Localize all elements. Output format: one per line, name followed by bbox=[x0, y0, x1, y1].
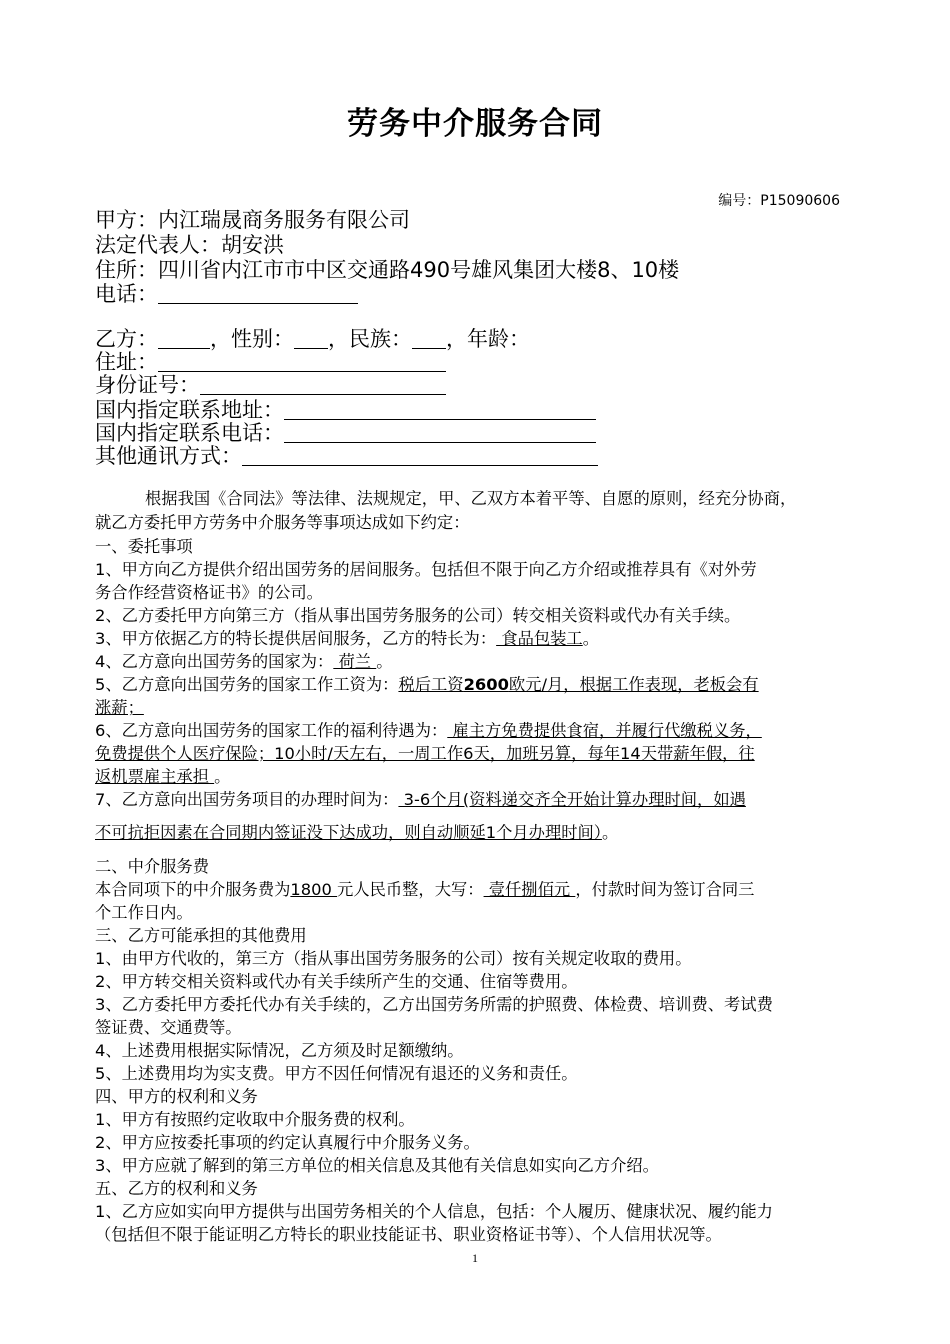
party-a-name: 甲方：内江瑞晟商务服务有限公司 bbox=[95, 208, 410, 232]
clause-3-4: 4、上述费用根据实际情况，乙方须及时足额缴纳。 bbox=[95, 1041, 464, 1060]
clause-3-2: 2、甲方转交相关资料或代办有关手续所产生的交通、住宿等费用。 bbox=[95, 972, 578, 991]
id-blank[interactable] bbox=[200, 372, 446, 395]
clause-1-1a: 1、甲方向乙方提供介绍出国劳务的居间服务。包括但不限于向乙方介绍或推荐具有《对外劳 bbox=[95, 560, 757, 579]
intro-line-2: 就乙方委托甲方劳务中介服务等事项达成如下约定： bbox=[95, 513, 470, 532]
benefits-cont: 免费提供个人医疗保险；10小时/天左右，一周工作6天，加班另算，每年14天带薪年假，往 bbox=[95, 744, 755, 763]
phone-label: 电话： bbox=[95, 282, 158, 306]
clause-2 bbox=[95, 879, 754, 901]
section-5-title: 五、乙方的权利和义务 bbox=[95, 1179, 258, 1198]
fee-amount-upper: 壹仟捌佰元 bbox=[483, 880, 576, 899]
clause-end: 。 bbox=[601, 823, 619, 842]
clause-end: 。 bbox=[376, 652, 393, 671]
address-label: 住址： bbox=[95, 350, 158, 374]
clause-4-1: 1、甲方有按照约定收取中介服务费的权利。 bbox=[95, 1110, 415, 1129]
ethnicity-label: ，民族： bbox=[328, 327, 412, 351]
clause-2-cont: 个工作日内。 bbox=[95, 903, 193, 922]
party-b-label: 乙方： bbox=[95, 327, 158, 351]
clause-1-4 bbox=[95, 651, 393, 673]
domestic-address-blank[interactable] bbox=[284, 397, 596, 420]
country-value: 荷兰 bbox=[333, 652, 377, 671]
clause-3-3a: 3、乙方委托甲方委托代办有关手续的，乙方出国劳务所需的护照费、体检费、培训费、考试费 bbox=[95, 995, 773, 1014]
other-contact-label: 其他通讯方式： bbox=[95, 444, 242, 468]
age-label: ，年龄： bbox=[446, 327, 530, 351]
party-b-id-row bbox=[95, 372, 446, 398]
salary-amount: 2600 bbox=[463, 675, 509, 694]
contract-title: 劳务中介服务合同 bbox=[347, 106, 603, 142]
duration-value: 3-6个月(资料递交齐全开始计算办理时间，如遇 bbox=[398, 790, 746, 809]
id-label: 身份证号： bbox=[95, 373, 200, 397]
domestic-phone-blank[interactable] bbox=[284, 420, 596, 443]
party-a-representative: 法定代表人：胡安洪 bbox=[95, 233, 284, 257]
salary-cont: 涨薪； bbox=[95, 698, 144, 717]
clause-5-1b: （包括但不限于能证明乙方特长的职业技能证书、职业资格证书等）、个人信用状况等。 bbox=[95, 1225, 722, 1244]
benefits-cont: 返机票雇主承担 bbox=[95, 767, 215, 786]
clause-4-3: 3、甲方应就了解到的第三方单位的相关信息及其他有关信息如实向乙方介绍。 bbox=[95, 1156, 659, 1175]
clause-5-1a: 1、乙方应如实向甲方提供与出国劳务相关的个人信息，包括：个人履历、健康状况、履约能力 bbox=[95, 1202, 773, 1221]
clause-1-6 bbox=[95, 720, 762, 742]
clause-1-5 bbox=[95, 674, 759, 696]
document-number: 编号：P15090606 bbox=[718, 193, 840, 209]
other-contact-row bbox=[95, 443, 598, 469]
section-4-title: 四、甲方的权利和义务 bbox=[95, 1087, 258, 1106]
domestic-address-label: 国内指定联系地址： bbox=[95, 398, 284, 422]
ethnicity-blank[interactable] bbox=[412, 326, 446, 349]
clause-3-1: 1、由甲方代收的，第三方（指从事出国劳务服务的公司）按有关规定收取的费用。 bbox=[95, 949, 692, 968]
clause-1-6-cont2 bbox=[95, 766, 230, 788]
section-1-title: 一、委托事项 bbox=[95, 537, 193, 556]
clause-4-2: 2、甲方应按委托事项的约定认真履行中介服务义务。 bbox=[95, 1133, 480, 1152]
section-2-title: 二、中介服务费 bbox=[95, 857, 209, 876]
specialty-value: 食品包装工 bbox=[496, 629, 583, 648]
party-a-address: 住所：四川省内江市市中区交通路490号雄风集团大楼8、10楼 bbox=[95, 258, 680, 282]
clause-end: 。 bbox=[214, 767, 231, 786]
address-blank[interactable] bbox=[158, 349, 446, 372]
clause-1-3 bbox=[95, 628, 599, 650]
gender-label: ，性别： bbox=[210, 327, 294, 351]
section-3-title: 三、乙方可能承担的其他费用 bbox=[95, 926, 307, 945]
domestic-phone-label: 国内指定联系电话： bbox=[95, 421, 284, 445]
gender-blank[interactable] bbox=[294, 326, 328, 349]
clause-end: 。 bbox=[582, 629, 600, 648]
salary-text: 欧元/月，根据工作表现，老板会有 bbox=[508, 675, 759, 694]
clause-1-6-cont1 bbox=[95, 743, 755, 765]
duration-label: 7、乙方意向出国劳务项目的办理时间为： bbox=[95, 790, 399, 809]
salary-value bbox=[398, 675, 758, 694]
party-b-name-blank[interactable] bbox=[158, 326, 210, 349]
clause-3-3b: 签证费、交通费等。 bbox=[95, 1018, 242, 1037]
party-a-phone-row bbox=[95, 281, 358, 307]
clause-3-5: 5、上述费用均为实支费。甲方不因任何情况有退还的义务和责任。 bbox=[95, 1064, 578, 1083]
salary-label: 5、乙方意向出国劳务的国家工作工资为： bbox=[95, 675, 399, 694]
clause-1-2: 2、乙方委托甲方向第三方（指从事出国劳务服务的公司）转交相关资料或代办有关手续。 bbox=[95, 606, 741, 625]
benefits-value: 雇主方免费提供食宿，并履行代缴税义务， bbox=[447, 721, 762, 740]
clause-1-1b: 务合作经营资格证书》的公司。 bbox=[95, 583, 323, 602]
salary-text: 税后工资 bbox=[398, 675, 464, 694]
other-contact-blank[interactable] bbox=[242, 443, 598, 466]
fee-text: ，付款时间为签订合同三 bbox=[575, 880, 755, 899]
clause-1-7 bbox=[95, 789, 746, 811]
country-label: 4、乙方意向出国劳务的国家为： bbox=[95, 652, 334, 671]
phone-blank[interactable] bbox=[158, 281, 358, 304]
page-number: 1 bbox=[472, 1251, 478, 1265]
clause-1-7-cont bbox=[95, 822, 618, 844]
clause-1-5-cont bbox=[95, 697, 144, 719]
benefits-label: 6、乙方意向出国劳务的国家工作的福利待遇为： bbox=[95, 721, 448, 740]
duration-cont: 不可抗拒因素在合同期内签证没下达成功，则自动顺延1个月办理时间） bbox=[95, 823, 602, 842]
fee-text: 元人民币整，大写： bbox=[337, 880, 484, 899]
fee-amount: 1800 bbox=[290, 880, 338, 899]
fee-text: 本合同项下的中介服务费为 bbox=[95, 880, 291, 899]
specialty-label: 3、甲方依据乙方的特长提供居间服务，乙方的特长为： bbox=[95, 629, 497, 648]
intro-line-1: 根据我国《合同法》等法律、法规规定，甲、乙双方本着平等、自愿的原则，经充分协商， bbox=[145, 489, 797, 508]
